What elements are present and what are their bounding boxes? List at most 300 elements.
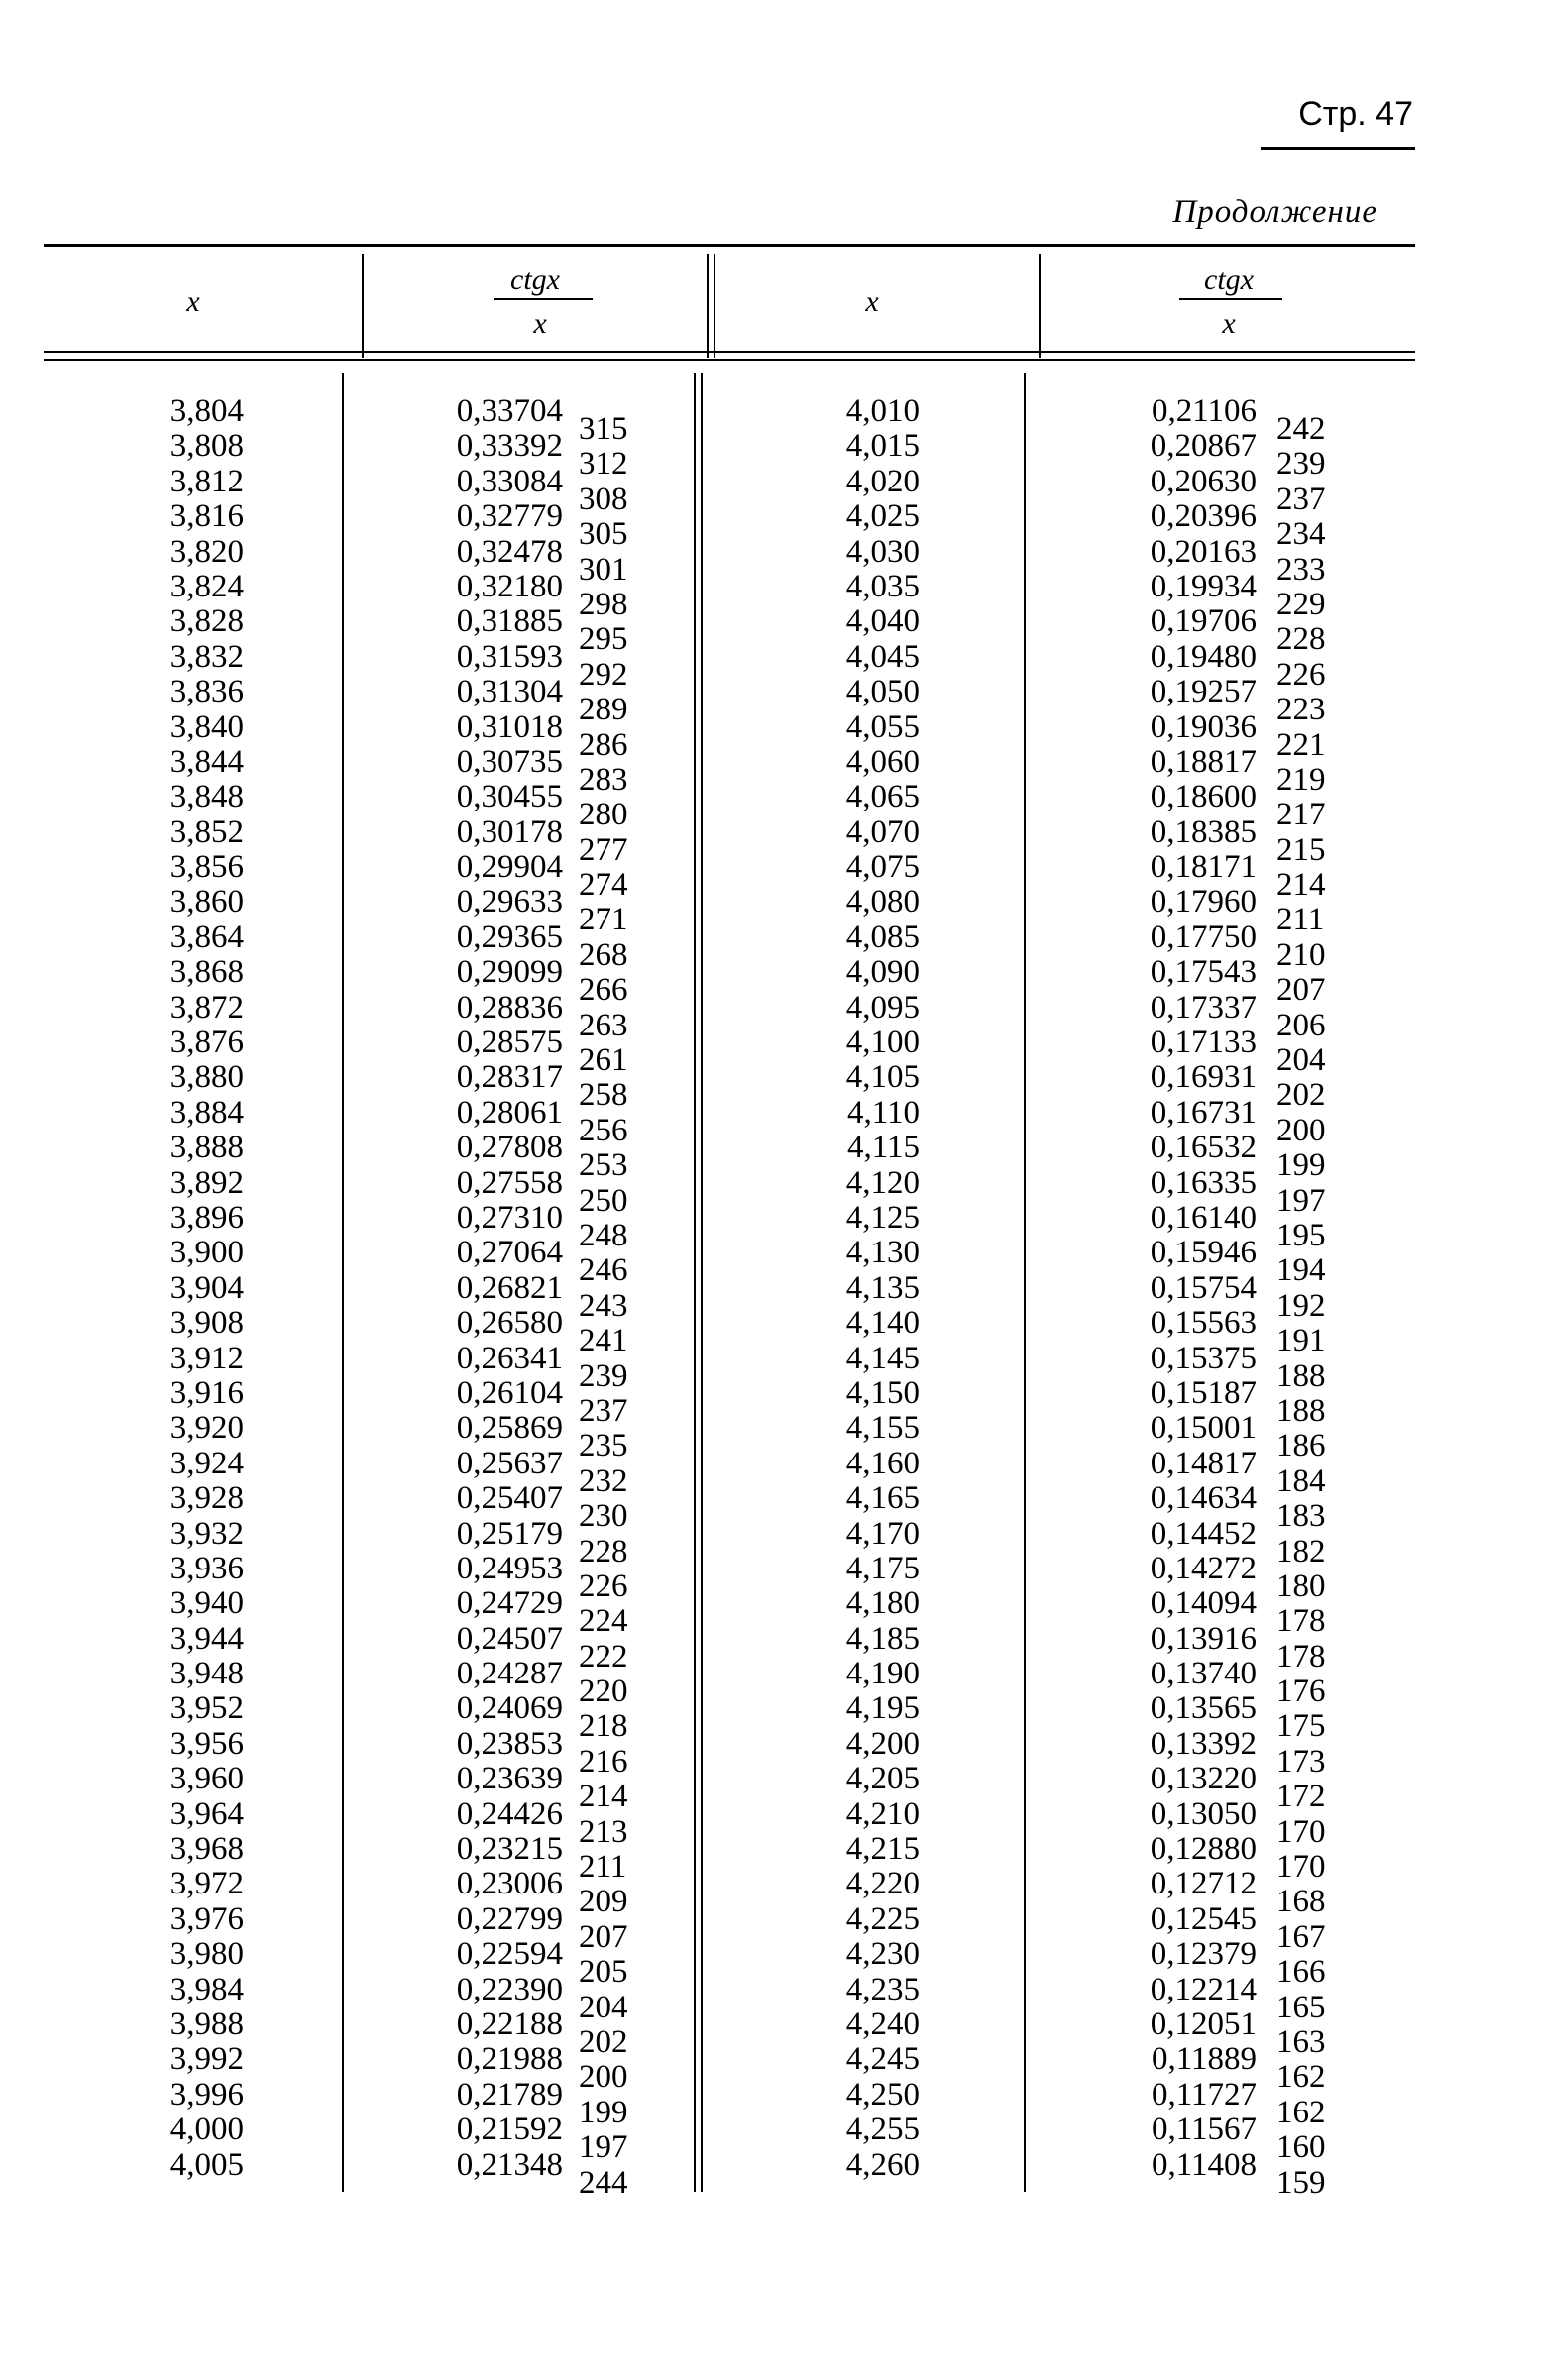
ctg-value: 0,12379 (1150, 1936, 1257, 1973)
x-value: 3,820 (169, 533, 244, 570)
x-value: 3,976 (169, 1900, 244, 1937)
ctg-value: 0,15563 (1150, 1305, 1257, 1342)
ctg-value: 0,28061 (456, 1094, 563, 1131)
ctg-value: 0,31018 (456, 708, 563, 745)
ctg-value: 0,12051 (1150, 2005, 1257, 2042)
ctg-value: 0,19934 (1150, 568, 1257, 604)
x-value: 3,804 (169, 393, 244, 429)
difference-value: 213 (579, 1813, 628, 1850)
x-value: 4,215 (845, 1831, 920, 1868)
x-value: 4,255 (845, 2111, 920, 2148)
difference-value: 266 (579, 972, 628, 1009)
x-value: 3,852 (169, 813, 244, 850)
difference-value: 230 (579, 1498, 628, 1535)
ctg-value: 0,14452 (1150, 1515, 1257, 1552)
x-value: 4,015 (845, 428, 920, 465)
x-value: 4,045 (845, 638, 920, 675)
difference-value: 162 (1276, 2059, 1326, 2096)
x-value: 3,924 (169, 1445, 244, 1481)
x-value: 4,110 (846, 1094, 920, 1131)
x-value: 3,988 (169, 2005, 244, 2042)
x-value: 4,030 (845, 533, 920, 570)
difference-value: 162 (1276, 2094, 1326, 2130)
difference-value: 283 (579, 761, 628, 798)
difference-value: 217 (1276, 797, 1326, 833)
x-value: 3,912 (169, 1340, 244, 1376)
ctg-value: 0,16532 (1150, 1130, 1257, 1166)
x-value: 3,932 (169, 1515, 244, 1552)
difference-value: 214 (1276, 867, 1326, 904)
difference-value: 256 (579, 1112, 628, 1148)
difference-value: 218 (579, 1708, 628, 1745)
left-ctg-column (396, 394, 563, 2183)
center-double-rule-a (707, 254, 709, 358)
difference-value: 235 (579, 1428, 628, 1464)
x-value: 4,225 (845, 1900, 920, 1937)
x-value: 3,892 (169, 1164, 244, 1201)
ctg-value: 0,32779 (456, 498, 563, 535)
difference-value: 178 (1276, 1638, 1326, 1675)
x-value: 3,952 (169, 1690, 244, 1727)
difference-value: 211 (1276, 902, 1325, 938)
x-value: 4,040 (845, 603, 920, 640)
difference-value: 183 (1276, 1498, 1326, 1535)
ctg-value: 0,23215 (456, 1831, 563, 1868)
ctg-value: 0,24426 (456, 1795, 563, 1832)
difference-value: 308 (579, 481, 628, 517)
x-value: 4,145 (845, 1340, 920, 1376)
x-value: 4,235 (845, 1971, 920, 2007)
x-value: 4,115 (846, 1130, 920, 1166)
x-value: 4,090 (845, 954, 920, 991)
ctg-value: 0,30178 (456, 813, 563, 850)
x-value: 3,848 (169, 779, 244, 815)
x-value: 4,150 (845, 1374, 920, 1411)
header-fraction-rule-right (1179, 298, 1282, 300)
x-value: 4,125 (845, 1199, 920, 1236)
right-ctg-column (1090, 394, 1257, 2183)
center-double-rule-body-b (701, 373, 703, 2192)
difference-value: 166 (1276, 1954, 1326, 1991)
difference-value: 197 (1276, 1182, 1326, 1219)
ctg-value: 0,28317 (456, 1059, 563, 1096)
difference-value: 277 (579, 831, 628, 868)
ctg-value: 0,32180 (456, 568, 563, 604)
x-value: 4,160 (845, 1445, 920, 1481)
x-value: 3,940 (169, 1585, 244, 1622)
x-value: 3,904 (169, 1269, 244, 1306)
difference-value: 216 (579, 1743, 628, 1780)
x-value: 3,884 (169, 1094, 244, 1131)
column-divider-3 (1039, 254, 1041, 358)
x-value: 4,120 (845, 1164, 920, 1201)
difference-value: 186 (1276, 1428, 1326, 1464)
ctg-value: 0,20396 (1150, 498, 1257, 535)
page-number: Стр. 47 (1298, 95, 1413, 133)
ctg-value: 0,14272 (1150, 1550, 1257, 1586)
x-value: 3,920 (169, 1410, 244, 1447)
x-value: 3,984 (169, 1971, 244, 2007)
difference-value: 229 (1276, 586, 1326, 622)
x-value: 3,840 (169, 708, 244, 745)
difference-value: 176 (1276, 1674, 1326, 1710)
ctg-value: 0,26580 (456, 1305, 563, 1342)
difference-value: 180 (1276, 1568, 1326, 1604)
ctg-value: 0,22799 (456, 1900, 563, 1937)
x-value: 3,836 (169, 674, 244, 710)
x-value: 4,075 (845, 849, 920, 886)
difference-value: 263 (579, 1007, 628, 1043)
difference-value: 220 (579, 1674, 628, 1710)
difference-value: 268 (579, 936, 628, 973)
x-value: 4,080 (845, 884, 920, 920)
difference-value: 199 (579, 2094, 628, 2130)
ctg-value: 0,33392 (456, 428, 563, 465)
difference-value: 226 (579, 1568, 628, 1604)
ctg-value: 0,11889 (1151, 2041, 1257, 2078)
difference-value: 197 (579, 2129, 628, 2166)
ctg-value: 0,18600 (1150, 779, 1257, 815)
difference-value: 170 (1276, 1813, 1326, 1850)
difference-value: 223 (1276, 692, 1326, 728)
difference-value: 172 (1276, 1779, 1326, 1815)
ctg-value: 0,24069 (456, 1690, 563, 1727)
ctg-value: 0,16731 (1150, 1094, 1257, 1131)
x-value: 4,210 (845, 1795, 920, 1832)
ctg-value: 0,31593 (456, 638, 563, 675)
x-value: 3,900 (169, 1235, 244, 1271)
ctg-value: 0,12214 (1150, 1971, 1257, 2007)
x-value: 3,872 (169, 989, 244, 1026)
ctg-value: 0,16931 (1150, 1059, 1257, 1096)
difference-value: 173 (1276, 1743, 1326, 1780)
difference-value: 168 (1276, 1884, 1326, 1920)
ctg-value: 0,25179 (456, 1515, 563, 1552)
ctg-value: 0,23006 (456, 1866, 563, 1902)
ctg-value: 0,17133 (1150, 1025, 1257, 1061)
ctg-value: 0,15001 (1150, 1410, 1257, 1447)
ctg-value: 0,19480 (1150, 638, 1257, 675)
difference-value: 246 (579, 1252, 628, 1289)
x-value: 4,245 (845, 2041, 920, 2078)
ctg-value: 0,17750 (1150, 919, 1257, 955)
ctg-value: 0,24507 (456, 1620, 563, 1657)
difference-value: 226 (1276, 656, 1326, 693)
ctg-value: 0,20163 (1150, 533, 1257, 570)
difference-value: 194 (1276, 1252, 1326, 1289)
ctg-value: 0,16335 (1150, 1164, 1257, 1201)
difference-value: 205 (579, 1954, 628, 1991)
difference-value: 305 (579, 516, 628, 553)
ctg-value: 0,17960 (1150, 884, 1257, 920)
difference-value: 200 (1276, 1112, 1326, 1148)
ctg-value: 0,19036 (1150, 708, 1257, 745)
ctg-value: 0,24953 (456, 1550, 563, 1586)
difference-value: 215 (1276, 831, 1326, 868)
difference-value: 250 (579, 1182, 628, 1219)
ctg-value: 0,13740 (1150, 1656, 1257, 1692)
x-value: 4,130 (845, 1235, 920, 1271)
ctg-value: 0,17543 (1150, 954, 1257, 991)
table-top-rule (44, 244, 1415, 247)
ctg-value: 0,30455 (456, 779, 563, 815)
x-value: 4,175 (845, 1550, 920, 1586)
difference-value: 271 (579, 902, 628, 938)
x-value: 3,864 (169, 919, 244, 955)
x-value: 4,170 (845, 1515, 920, 1552)
ctg-value: 0,21592 (456, 2111, 563, 2148)
column-divider-3-body (1024, 373, 1026, 2192)
x-value: 4,230 (845, 1936, 920, 1973)
difference-value: 165 (1276, 1989, 1326, 2025)
difference-value: 233 (1276, 551, 1326, 588)
x-value: 3,972 (169, 1866, 244, 1902)
ctg-value: 0,19706 (1150, 603, 1257, 640)
ctg-value: 0,20630 (1150, 463, 1257, 499)
ctg-value: 0,32478 (456, 533, 563, 570)
difference-value: 242 (1276, 411, 1326, 447)
difference-value: 210 (1276, 936, 1326, 973)
ctg-value: 0,19257 (1150, 674, 1257, 710)
ctg-value: 0,14094 (1150, 1585, 1257, 1622)
x-value: 4,100 (845, 1025, 920, 1061)
ctg-value: 0,31885 (456, 603, 563, 640)
ctg-value: 0,15187 (1150, 1374, 1257, 1411)
center-double-rule-b (714, 254, 715, 358)
column-divider-1-body (342, 373, 344, 2192)
ctg-value: 0,24287 (456, 1656, 563, 1692)
x-value: 4,065 (845, 779, 920, 815)
x-value: 3,868 (169, 954, 244, 991)
x-value: 3,888 (169, 1130, 244, 1166)
ctg-value: 0,33084 (456, 463, 563, 499)
ctg-value: 0,21348 (456, 2146, 563, 2183)
difference-value: 228 (579, 1533, 628, 1569)
ctg-value: 0,11408 (1151, 2146, 1257, 2183)
header-ctg-den-left: x (533, 307, 547, 340)
x-value: 3,964 (169, 1795, 244, 1832)
x-value: 4,240 (845, 2005, 920, 2042)
difference-value: 207 (1276, 972, 1326, 1009)
x-value: 4,185 (845, 1620, 920, 1657)
x-value: 3,992 (169, 2041, 244, 2078)
difference-value: 239 (1276, 446, 1326, 483)
header-ctg-num-right: ctgx (1204, 264, 1254, 296)
difference-value: 289 (579, 692, 628, 728)
difference-value: 258 (579, 1077, 628, 1114)
x-value: 3,824 (169, 568, 244, 604)
x-value: 4,105 (845, 1059, 920, 1096)
ctg-value: 0,12545 (1150, 1900, 1257, 1937)
x-value: 3,996 (169, 2076, 244, 2112)
ctg-value: 0,26104 (456, 1374, 563, 1411)
difference-value: 219 (1276, 761, 1326, 798)
ctg-value: 0,22188 (456, 2005, 563, 2042)
x-value: 4,000 (169, 2111, 244, 2148)
ctg-value: 0,18171 (1150, 849, 1257, 886)
ctg-value: 0,15375 (1150, 1340, 1257, 1376)
difference-value: 192 (1276, 1287, 1326, 1324)
ctg-value: 0,13565 (1150, 1690, 1257, 1727)
difference-value: 178 (1276, 1603, 1326, 1640)
x-value: 4,095 (845, 989, 920, 1026)
x-value: 3,944 (169, 1620, 244, 1657)
ctg-value: 0,28575 (456, 1025, 563, 1061)
x-value: 4,250 (845, 2076, 920, 2112)
difference-value: 232 (579, 1462, 628, 1499)
x-value: 3,968 (169, 1831, 244, 1868)
ctg-value: 0,14817 (1150, 1445, 1257, 1481)
difference-value: 214 (579, 1779, 628, 1815)
x-value: 4,085 (845, 919, 920, 955)
header-fraction-rule-left (494, 298, 593, 300)
difference-value: 274 (579, 867, 628, 904)
x-value: 4,055 (845, 708, 920, 745)
ctg-value: 0,23639 (456, 1761, 563, 1797)
x-value: 4,180 (845, 1585, 920, 1622)
difference-value: 301 (579, 551, 628, 588)
ctg-value: 0,29365 (456, 919, 563, 955)
ctg-value: 0,18817 (1150, 743, 1257, 780)
difference-value: 167 (1276, 1918, 1326, 1955)
x-value: 3,844 (169, 743, 244, 780)
difference-value: 163 (1276, 2023, 1326, 2060)
left-diff-column (579, 412, 648, 2201)
difference-value: 204 (579, 1989, 628, 2025)
x-value: 3,956 (169, 1725, 244, 1762)
x-value: 4,200 (845, 1725, 920, 1762)
ctg-value: 0,28836 (456, 989, 563, 1026)
ctg-value: 0,29633 (456, 884, 563, 920)
x-value: 4,050 (845, 674, 920, 710)
difference-value: 234 (1276, 516, 1326, 553)
difference-value: 298 (579, 586, 628, 622)
ctg-value: 0,23853 (456, 1725, 563, 1762)
difference-value: 195 (1276, 1217, 1326, 1253)
center-double-rule-body-a (694, 373, 696, 2192)
difference-value: 160 (1276, 2129, 1326, 2166)
x-value: 4,005 (169, 2146, 244, 2183)
ctg-value: 0,22594 (456, 1936, 563, 1973)
ctg-value: 0,11567 (1151, 2111, 1257, 2148)
ctg-value: 0,11727 (1151, 2076, 1257, 2112)
ctg-value: 0,15754 (1150, 1269, 1257, 1306)
ctg-value: 0,29099 (456, 954, 563, 991)
x-value: 3,860 (169, 884, 244, 920)
ctg-value: 0,14634 (1150, 1480, 1257, 1517)
ctg-value: 0,13916 (1150, 1620, 1257, 1657)
difference-value: 191 (1276, 1323, 1326, 1359)
x-value: 4,060 (845, 743, 920, 780)
ctg-value: 0,25637 (456, 1445, 563, 1481)
difference-value: 224 (579, 1603, 628, 1640)
ctg-value: 0,17337 (1150, 989, 1257, 1026)
x-value: 3,916 (169, 1374, 244, 1411)
x-value: 3,816 (169, 498, 244, 535)
ctg-value: 0,24729 (456, 1585, 563, 1622)
difference-value: 243 (579, 1287, 628, 1324)
continuation-label: Продолжение (1172, 194, 1377, 230)
x-value: 4,260 (845, 2146, 920, 2183)
difference-value: 295 (579, 621, 628, 658)
difference-value: 209 (579, 1884, 628, 1920)
ctg-value: 0,21789 (456, 2076, 563, 2112)
x-value: 4,190 (845, 1656, 920, 1692)
ctg-value: 0,27310 (456, 1199, 563, 1236)
difference-value: 280 (579, 797, 628, 833)
x-value: 4,025 (845, 498, 920, 535)
x-value: 4,140 (845, 1305, 920, 1342)
difference-value: 292 (579, 656, 628, 693)
x-value: 3,876 (169, 1025, 244, 1061)
difference-value: 188 (1276, 1392, 1326, 1429)
ctg-value: 0,15946 (1150, 1235, 1257, 1271)
difference-value: 188 (1276, 1357, 1326, 1394)
difference-value: 159 (1276, 2164, 1326, 2201)
x-value: 3,856 (169, 849, 244, 886)
x-value: 3,880 (169, 1059, 244, 1096)
difference-value: 261 (579, 1042, 628, 1079)
x-value: 3,812 (169, 463, 244, 499)
x-value: 4,070 (845, 813, 920, 850)
ctg-value: 0,30735 (456, 743, 563, 780)
x-value: 4,135 (845, 1269, 920, 1306)
right-diff-column (1276, 412, 1346, 2201)
x-value: 3,936 (169, 1550, 244, 1586)
x-value: 3,896 (169, 1199, 244, 1236)
difference-value: 221 (1276, 726, 1326, 763)
ctg-value: 0,13220 (1150, 1761, 1257, 1797)
difference-value: 241 (579, 1323, 628, 1359)
x-value: 3,828 (169, 603, 244, 640)
ctg-value: 0,26821 (456, 1269, 563, 1306)
difference-value: 222 (579, 1638, 628, 1675)
ctg-value: 0,16140 (1150, 1199, 1257, 1236)
difference-value: 237 (1276, 481, 1326, 517)
ctg-value: 0,25407 (456, 1480, 563, 1517)
ctg-value: 0,13392 (1150, 1725, 1257, 1762)
x-value: 4,220 (845, 1866, 920, 1902)
difference-value: 244 (579, 2164, 628, 2201)
x-value: 4,020 (845, 463, 920, 499)
ctg-value: 0,29904 (456, 849, 563, 886)
x-value: 3,948 (169, 1656, 244, 1692)
ctg-value: 0,26341 (456, 1340, 563, 1376)
header-ctg-den-right: x (1222, 307, 1236, 340)
difference-value: 253 (579, 1147, 628, 1184)
difference-value: 207 (579, 1918, 628, 1955)
ctg-value: 0,33704 (456, 393, 563, 429)
difference-value: 175 (1276, 1708, 1326, 1745)
ctg-value: 0,27808 (456, 1130, 563, 1166)
difference-value: 239 (579, 1357, 628, 1394)
ctg-value: 0,27558 (456, 1164, 563, 1201)
x-value: 4,010 (845, 393, 920, 429)
x-value: 3,980 (169, 1936, 244, 1973)
column-divider-1 (362, 254, 364, 358)
difference-value: 182 (1276, 1533, 1326, 1569)
ctg-value: 0,31304 (456, 674, 563, 710)
difference-value: 315 (579, 411, 628, 447)
ctg-value: 0,25869 (456, 1410, 563, 1447)
difference-value: 170 (1276, 1849, 1326, 1886)
difference-value: 237 (579, 1392, 628, 1429)
x-value: 4,195 (845, 1690, 920, 1727)
header-bottom-rule-2 (44, 359, 1415, 361)
ctg-value: 0,12880 (1150, 1831, 1257, 1868)
difference-value: 228 (1276, 621, 1326, 658)
header-bottom-rule-1 (44, 351, 1415, 353)
